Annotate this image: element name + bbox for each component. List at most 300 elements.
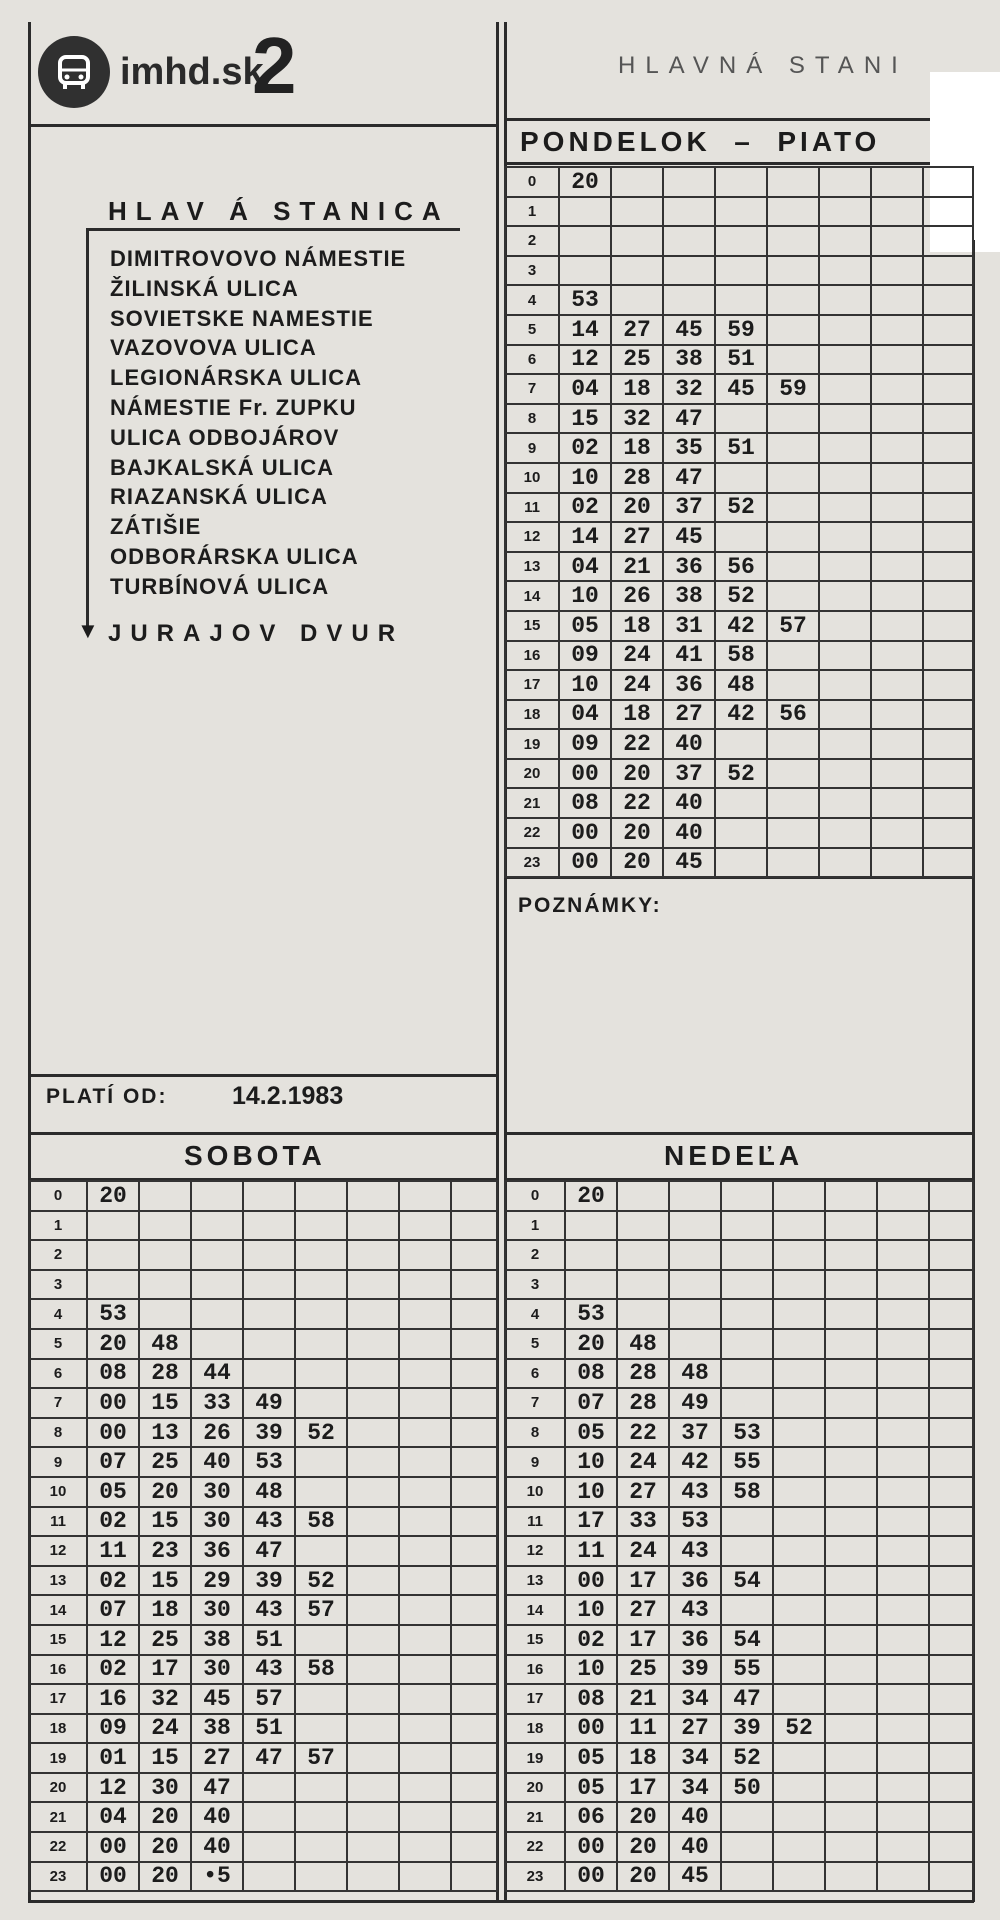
minute-cell <box>715 404 767 434</box>
timetable-row <box>505 522 973 552</box>
minute-cell <box>929 1566 973 1596</box>
timetable-row <box>505 493 973 523</box>
hour-cell: 21 <box>505 1802 565 1832</box>
minute-cell: 27 <box>611 315 663 345</box>
minute-cell <box>819 729 871 759</box>
minute-cell <box>243 1181 295 1211</box>
minute-cell <box>871 167 923 197</box>
minute-cell: 47 <box>191 1773 243 1803</box>
minute-cell <box>617 1240 669 1270</box>
minute-cell: 05 <box>559 611 611 641</box>
minute-cell: 20 <box>565 1329 617 1359</box>
minute-cell: 43 <box>669 1595 721 1625</box>
minute-cell <box>819 404 871 434</box>
minute-cell <box>767 552 819 582</box>
minute-cell <box>929 1181 973 1211</box>
minute-cell <box>877 1270 929 1300</box>
minute-cell <box>721 1832 773 1862</box>
timetable-row <box>505 818 973 848</box>
minute-cell <box>767 581 819 611</box>
timetable-row <box>505 1388 973 1418</box>
minute-cell <box>825 1507 877 1537</box>
hour-cell: 18 <box>29 1714 87 1744</box>
minute-cell <box>871 522 923 552</box>
minute-cell <box>399 1773 451 1803</box>
timetable-row <box>505 1270 973 1300</box>
minute-cell: 00 <box>87 1862 139 1892</box>
minute-cell: 56 <box>715 552 767 582</box>
hour-cell: 13 <box>505 1566 565 1596</box>
minute-cell <box>923 522 973 552</box>
minute-cell: 37 <box>669 1418 721 1448</box>
minute-cell <box>295 1359 347 1389</box>
minute-cell <box>295 1773 347 1803</box>
minute-cell <box>399 1447 451 1477</box>
minute-cell: 15 <box>139 1507 191 1537</box>
timetable-row <box>29 1566 497 1596</box>
minute-cell: 20 <box>617 1832 669 1862</box>
minute-cell: 45 <box>715 374 767 404</box>
minute-cell: 22 <box>611 729 663 759</box>
minute-cell: 04 <box>559 700 611 730</box>
brand-name: imhd.sk <box>120 50 264 93</box>
minute-cell <box>399 1359 451 1389</box>
minute-cell: 26 <box>611 581 663 611</box>
arrow-down-icon: ▼ <box>77 618 99 643</box>
minute-cell <box>825 1832 877 1862</box>
minute-cell <box>877 1329 929 1359</box>
minute-cell <box>825 1862 877 1892</box>
timetable-row <box>29 1625 497 1655</box>
minute-cell: 32 <box>663 374 715 404</box>
minute-cell <box>871 226 923 256</box>
minute-cell <box>929 1714 973 1744</box>
minute-cell: 39 <box>243 1566 295 1596</box>
minute-cell: 15 <box>139 1743 191 1773</box>
minute-cell <box>923 315 973 345</box>
minute-cell: 42 <box>715 700 767 730</box>
minute-cell: 52 <box>721 1743 773 1773</box>
minute-cell: 08 <box>87 1359 139 1389</box>
minute-cell: 50 <box>721 1773 773 1803</box>
minute-cell: 24 <box>139 1714 191 1744</box>
minute-cell <box>929 1684 973 1714</box>
minute-cell <box>825 1418 877 1448</box>
minute-cell: 18 <box>139 1595 191 1625</box>
minute-cell <box>347 1684 399 1714</box>
minute-cell: 53 <box>87 1299 139 1329</box>
timetable-row <box>29 1418 497 1448</box>
minute-cell: 30 <box>191 1595 243 1625</box>
minute-cell <box>451 1655 497 1685</box>
hour-cell: 23 <box>505 848 559 878</box>
minute-cell <box>347 1418 399 1448</box>
minute-cell: 07 <box>87 1595 139 1625</box>
minute-cell <box>295 1714 347 1744</box>
minute-cell <box>767 493 819 523</box>
minute-cell <box>825 1359 877 1389</box>
minute-cell: 07 <box>87 1447 139 1477</box>
minute-cell <box>767 404 819 434</box>
minute-cell <box>191 1181 243 1211</box>
minute-cell: 39 <box>243 1418 295 1448</box>
minute-cell <box>825 1181 877 1211</box>
minute-cell: 20 <box>139 1802 191 1832</box>
minute-cell <box>871 197 923 227</box>
minute-cell: 28 <box>611 463 663 493</box>
minute-cell <box>877 1447 929 1477</box>
minute-cell <box>819 788 871 818</box>
minute-cell <box>347 1862 399 1892</box>
minute-cell <box>819 374 871 404</box>
minute-cell <box>715 226 767 256</box>
minute-cell <box>871 818 923 848</box>
hour-cell: 20 <box>505 1773 565 1803</box>
minute-cell: 10 <box>559 670 611 700</box>
minute-cell: 27 <box>669 1714 721 1744</box>
minute-cell: 36 <box>663 670 715 700</box>
minute-cell <box>721 1595 773 1625</box>
hour-cell: 13 <box>29 1566 87 1596</box>
minute-cell <box>819 611 871 641</box>
brand-badge[interactable] <box>38 36 264 108</box>
minute-cell <box>347 1240 399 1270</box>
weekday-timetable <box>504 166 974 878</box>
minute-cell <box>347 1655 399 1685</box>
minute-cell <box>87 1270 139 1300</box>
minute-cell <box>923 493 973 523</box>
minute-cell <box>451 1566 497 1596</box>
minute-cell: 05 <box>87 1477 139 1507</box>
timetable-row <box>505 197 973 227</box>
minute-cell: 24 <box>617 1447 669 1477</box>
minute-cell: 27 <box>663 700 715 730</box>
minute-cell <box>877 1595 929 1625</box>
timetable-row <box>505 315 973 345</box>
minute-cell <box>877 1211 929 1241</box>
minute-cell <box>767 167 819 197</box>
minute-cell <box>825 1773 877 1803</box>
minute-cell <box>923 788 973 818</box>
minute-cell: 37 <box>663 493 715 523</box>
hour-cell: 19 <box>505 1743 565 1773</box>
minute-cell: 38 <box>663 345 715 375</box>
minute-cell <box>767 641 819 671</box>
minute-cell <box>825 1802 877 1832</box>
minute-cell <box>871 788 923 818</box>
minute-cell: 30 <box>191 1655 243 1685</box>
hour-cell: 2 <box>505 1240 565 1270</box>
minute-cell: 22 <box>617 1418 669 1448</box>
minute-cell: 25 <box>611 345 663 375</box>
route-stop: ZÁTIŠIE <box>110 514 202 540</box>
minute-cell: 25 <box>617 1655 669 1685</box>
hour-cell: 0 <box>505 1181 565 1211</box>
minute-cell <box>819 167 871 197</box>
minute-cell <box>347 1270 399 1300</box>
hour-cell: 17 <box>29 1684 87 1714</box>
minute-cell <box>871 759 923 789</box>
minute-cell: 43 <box>669 1477 721 1507</box>
minute-cell <box>929 1507 973 1537</box>
minute-cell: 11 <box>87 1536 139 1566</box>
minute-cell <box>451 1447 497 1477</box>
minute-cell <box>617 1270 669 1300</box>
minute-cell <box>923 374 973 404</box>
minute-cell: 38 <box>191 1625 243 1655</box>
hour-cell: 3 <box>29 1270 87 1300</box>
minute-cell <box>773 1447 825 1477</box>
minute-cell <box>877 1299 929 1329</box>
minute-cell: 08 <box>559 788 611 818</box>
hour-cell: 12 <box>29 1536 87 1566</box>
minute-cell: 20 <box>139 1832 191 1862</box>
minute-cell <box>663 256 715 286</box>
minute-cell <box>191 1270 243 1300</box>
minute-cell <box>877 1802 929 1832</box>
hour-cell: 23 <box>505 1862 565 1892</box>
minute-cell <box>923 167 973 197</box>
minute-cell: 54 <box>721 1566 773 1596</box>
timetable-row <box>29 1802 497 1832</box>
timetable-row <box>29 1832 497 1862</box>
minute-cell <box>871 700 923 730</box>
minute-cell: 00 <box>559 848 611 878</box>
minute-cell <box>243 1773 295 1803</box>
minute-cell: 12 <box>87 1773 139 1803</box>
minute-cell: 51 <box>715 345 767 375</box>
minute-cell <box>347 1595 399 1625</box>
minute-cell <box>243 1862 295 1892</box>
minute-cell <box>399 1714 451 1744</box>
valid-from-date: 14.2.1983 <box>232 1082 344 1110</box>
minute-cell: 58 <box>721 1477 773 1507</box>
minute-cell <box>871 848 923 878</box>
hour-cell: 4 <box>505 285 559 315</box>
minute-cell <box>295 1862 347 1892</box>
hour-cell: 9 <box>29 1447 87 1477</box>
minute-cell: 15 <box>139 1388 191 1418</box>
minute-cell <box>825 1536 877 1566</box>
minute-cell: 17 <box>617 1625 669 1655</box>
minute-cell <box>399 1655 451 1685</box>
minute-cell: 40 <box>669 1832 721 1862</box>
minute-cell <box>669 1270 721 1300</box>
minute-cell <box>451 1211 497 1241</box>
minute-cell <box>451 1477 497 1507</box>
route-direction-line <box>86 228 89 628</box>
hour-cell: 9 <box>505 433 559 463</box>
minute-cell: 55 <box>721 1447 773 1477</box>
hour-cell: 2 <box>29 1240 87 1270</box>
minute-cell: 39 <box>669 1655 721 1685</box>
minute-cell: 26 <box>191 1418 243 1448</box>
minute-cell <box>871 670 923 700</box>
minute-cell <box>347 1566 399 1596</box>
minute-cell <box>819 285 871 315</box>
minute-cell <box>819 700 871 730</box>
minute-cell: 36 <box>191 1536 243 1566</box>
minute-cell <box>721 1240 773 1270</box>
minute-cell: 45 <box>663 522 715 552</box>
minute-cell <box>399 1388 451 1418</box>
minute-cell: 40 <box>191 1447 243 1477</box>
minute-cell <box>773 1743 825 1773</box>
minute-cell: 47 <box>663 463 715 493</box>
minute-cell <box>923 463 973 493</box>
minute-cell <box>347 1832 399 1862</box>
hour-cell: 16 <box>505 1655 565 1685</box>
minute-cell <box>451 1418 497 1448</box>
minute-cell: 34 <box>669 1743 721 1773</box>
minute-cell: 43 <box>243 1507 295 1537</box>
route-stop: RIAZANSKÁ ULICA <box>110 484 328 510</box>
timetable-row <box>505 1862 973 1892</box>
minute-cell <box>767 285 819 315</box>
minute-cell <box>825 1388 877 1418</box>
minute-cell <box>295 1832 347 1862</box>
minute-cell: 48 <box>617 1329 669 1359</box>
minute-cell: 30 <box>191 1507 243 1537</box>
weekday-title: PONDELOK – PIATO <box>520 126 881 157</box>
hour-cell: 18 <box>505 700 559 730</box>
timetable-row <box>505 463 973 493</box>
hour-cell: 8 <box>29 1418 87 1448</box>
minute-cell <box>825 1684 877 1714</box>
minute-cell: 53 <box>721 1418 773 1448</box>
minute-cell: 40 <box>191 1832 243 1862</box>
hour-cell: 1 <box>29 1211 87 1241</box>
minute-cell <box>877 1181 929 1211</box>
route-stop: ODBORÁRSKA ULICA <box>110 543 359 569</box>
minute-cell: 36 <box>663 552 715 582</box>
minute-cell: 28 <box>617 1359 669 1389</box>
minute-cell: 00 <box>87 1418 139 1448</box>
minute-cell: 25 <box>139 1447 191 1477</box>
minute-cell: 40 <box>663 788 715 818</box>
route-stop: BAJKALSKÁ ULICA <box>110 454 334 480</box>
timetable-row <box>505 167 973 197</box>
minute-cell <box>877 1862 929 1892</box>
minute-cell <box>715 818 767 848</box>
hour-cell: 5 <box>29 1329 87 1359</box>
hour-cell: 16 <box>505 641 559 671</box>
minute-cell: 42 <box>715 611 767 641</box>
minute-cell <box>451 1802 497 1832</box>
minute-cell: 47 <box>721 1684 773 1714</box>
minute-cell <box>721 1862 773 1892</box>
minute-cell: 44 <box>191 1359 243 1389</box>
timetable-row <box>505 1359 973 1389</box>
minute-cell <box>399 1418 451 1448</box>
header-stop-name: HLAVNÁ STANI <box>618 52 908 79</box>
minute-cell <box>721 1359 773 1389</box>
hour-cell: 18 <box>505 1714 565 1744</box>
minute-cell <box>451 1773 497 1803</box>
minute-cell: 20 <box>87 1329 139 1359</box>
minute-cell <box>243 1329 295 1359</box>
minute-cell: 47 <box>663 404 715 434</box>
minute-cell: 48 <box>715 670 767 700</box>
minute-cell <box>877 1625 929 1655</box>
minute-cell <box>923 433 973 463</box>
minute-cell <box>295 1211 347 1241</box>
minute-cell <box>877 1743 929 1773</box>
minute-cell <box>399 1181 451 1211</box>
minute-cell <box>451 1359 497 1389</box>
minute-cell <box>877 1388 929 1418</box>
minute-cell <box>767 522 819 552</box>
minute-cell <box>243 1832 295 1862</box>
hour-cell: 7 <box>505 1388 565 1418</box>
minute-cell <box>923 197 973 227</box>
hour-cell: 15 <box>29 1625 87 1655</box>
hour-cell: 9 <box>505 1447 565 1477</box>
minute-cell <box>451 1299 497 1329</box>
minute-cell: 02 <box>87 1566 139 1596</box>
minute-cell <box>825 1655 877 1685</box>
minute-cell: 27 <box>617 1595 669 1625</box>
minute-cell: 32 <box>139 1684 191 1714</box>
minute-cell: 14 <box>559 315 611 345</box>
minute-cell <box>617 1181 669 1211</box>
hour-cell: 22 <box>505 818 559 848</box>
timetable-row <box>505 226 973 256</box>
minute-cell <box>721 1802 773 1832</box>
minute-cell <box>347 1714 399 1744</box>
minute-cell <box>825 1240 877 1270</box>
minute-cell: 57 <box>243 1684 295 1714</box>
minute-cell: 20 <box>565 1181 617 1211</box>
minute-cell: 52 <box>295 1566 347 1596</box>
minute-cell: 10 <box>559 581 611 611</box>
minute-cell: 18 <box>611 374 663 404</box>
minute-cell <box>139 1299 191 1329</box>
minute-cell <box>767 818 819 848</box>
minute-cell: 20 <box>139 1862 191 1892</box>
minute-cell <box>923 700 973 730</box>
timetable-row <box>29 1447 497 1477</box>
minute-cell: 45 <box>669 1862 721 1892</box>
timetable-row <box>505 285 973 315</box>
minute-cell <box>295 1388 347 1418</box>
minute-cell: 48 <box>243 1477 295 1507</box>
minute-cell <box>819 197 871 227</box>
minute-cell: 17 <box>617 1566 669 1596</box>
frame-bottom <box>28 1900 974 1903</box>
minute-cell <box>669 1240 721 1270</box>
minute-cell: 58 <box>295 1655 347 1685</box>
timetable-row <box>29 1536 497 1566</box>
minute-cell <box>773 1240 825 1270</box>
minute-cell: 00 <box>565 1832 617 1862</box>
minute-cell <box>243 1359 295 1389</box>
minute-cell: 17 <box>617 1773 669 1803</box>
minute-cell: 57 <box>295 1743 347 1773</box>
hour-cell: 16 <box>29 1655 87 1685</box>
minute-cell <box>773 1655 825 1685</box>
timetable-row <box>29 1181 497 1211</box>
timetable-row <box>505 848 973 878</box>
timetable-row <box>29 1299 497 1329</box>
hour-cell: 1 <box>505 1211 565 1241</box>
minute-cell <box>451 1714 497 1744</box>
timetable-row <box>505 581 973 611</box>
minute-cell: 10 <box>565 1595 617 1625</box>
minute-cell <box>669 1299 721 1329</box>
bus-logo-icon <box>38 36 110 108</box>
minute-cell: 00 <box>559 818 611 848</box>
